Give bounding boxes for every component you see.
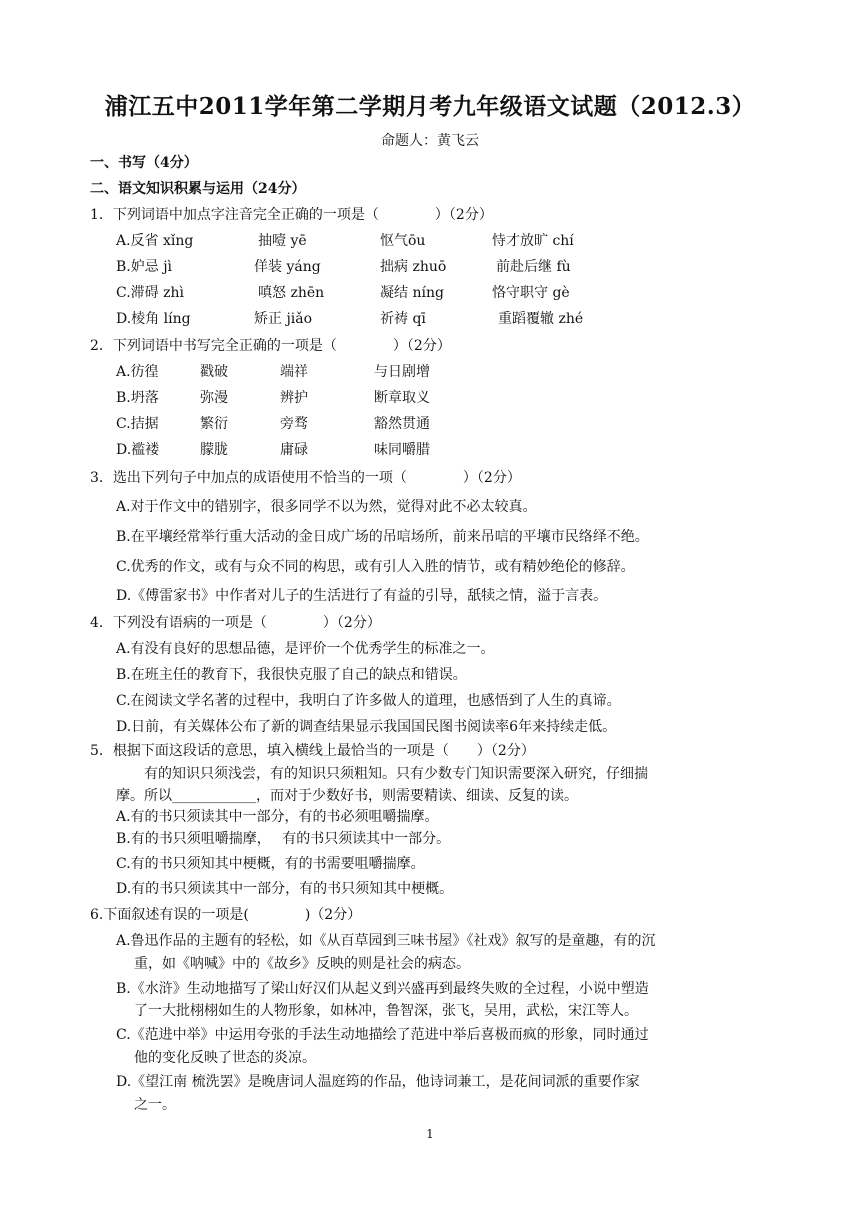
q5-option-a: A.有的书只须读其中一部分，有的书必须咀嚼揣摩。: [116, 809, 439, 825]
page-number: 1: [426, 1127, 434, 1141]
q5-option-d: D.有的书只须读其中一部分，有的书只须知其中梗概。: [116, 881, 454, 897]
q3-option-b: B.在平壤经常举行重大活动的金日成广场的吊唁场所，前来吊唁的平壤市民络绎不绝。: [116, 529, 649, 545]
exam-title: 浦江五中2011学年第二学期月考九年级语文试题（2012.3）: [104, 93, 756, 120]
q4-option-d: D.日前，有关媒体公布了新的调查结果显示我国国民图书阅读率6年来持续走低。: [116, 719, 617, 735]
q5-passage-line2: 摩。所以____________，而对于少数好书，则需要精读、细读、反复的读。: [116, 788, 578, 804]
q5-option-c: C.有的书只须知其中梗概，有的书需要咀嚼揣摩。: [116, 856, 425, 872]
q5-option-b: B.有的书只须咀嚼揣摩， 有的书只须读其中一部分。: [116, 831, 451, 847]
q4-option-b: B.在班主任的教育下，我很快克服了自己的缺点和错误。: [116, 667, 467, 683]
q3-option-c: C.优秀的作文，或有与众不同的构思，或有引人入胜的情节，或有精妙绝伦的修辞。: [116, 559, 635, 575]
q3-stem: 3．选出下列句子中加点的成语使用不恰当的一项（ ）（2分）: [90, 470, 521, 486]
exam-author: 命题人：黄飞云: [381, 133, 479, 149]
q5-stem: 5．根据下面这段话的意思，填入横线上最恰当的一项是（ ）（2分）: [90, 743, 535, 759]
q4-option-a: A.有没有良好的思想品德，是评价一个优秀学生的标准之一。: [116, 641, 495, 657]
exam-page: 浦江五中2011学年第二学期月考九年级语文试题（2012.3） 命题人：黄飞云 一、书写（4分） 二、语文知识积累与运用（24分） 1．下列词语中加点字注音完全正确的一项是（ ）（2分） A.反省 xǐng 抽噎 yē 怄气ōu 恃才放旷 chí B.妒忌 jì 佯装 yáng 拙病 zhuō 前赴后继 fù C.滞碍 zhì 嗔怒 zhēn 凝结 níng 恪守职守 gè D.棱角 líng 矫正 jiǎo 祈祷 qī 重蹈覆辙 zhé 2．下列词语中书写完全正确的一项是（ ）（2分） A.彷徨 戳破 端祥 与日剧增 B.坍落 弥漫 辨护 断章取义 C.拮据 繁衍 旁骛 豁然贯通 D.褴褛 朦胧 庸碌 味同嚼腊 3．选出下列句子中加点的成语使用不恰当的一项（ ）（2分） A.对于作文中的错别字，很多同学不以为然，觉得对此不必太较真。 B.在平壤经常举行重大活动的金日成广场的吊唁场所，前来吊唁的平壤市民络绎不绝。 C.优秀的作文，或有与众不同的构思，或有引人入胜的情节，或有精妙绝伦的修辞。 D.《傅雷家书》中作者对儿子的生活进行了有益的引导，舐犊之情，溢于言表。 4．下列没有语病的一项是（ ）（2分） A.有没有良好的思想品德，是评价一个优秀学生的标准之一。 B.在班主任的教育下，我很快克服了自己的缺点和错误。 C.在阅读文学名著的过程中，我明白了许多做人的道理，也感悟到了人生的真谛。 D.日前，有关媒体公布了新的调查结果显示我国国民图书阅读率6年来持续走低。 5．根据下面这段话的意思，填入横线上最恰当的一项是（ ）（2分） 有的知识只须浅尝，有的知识只须粗知。只有少数专门知识需要深入研究，仔细揣 摩。所以____________，而对于少数好书，则需要精读、细读、反复的读。 A.有的书只须读其中一部分，有的书必须咀嚼揣摩。 B.有的书只须咀嚼揣摩， 有的书只须读其中一部分。 C.有的书只须知其中梗概，有的书需要咀嚼揣摩。 D.有的书只须读其中一部分，有的书只须知其中梗概。 6.下面叙述有误的一项是( )（2分） A.鲁迅作品的主题有的轻松，如《从百草园到三味书屋》《社戏》叙写的是童趣，有的沉 重，如《呐喊》中的《故乡》反映的则是社会的病态。 B.《水浒》生动地描写了梁山好汉们从起义到兴盛再到最终失败的全过程，小说中塑造 了一大批栩栩如生的人物形象，如林冲，鲁智深，张飞，吴用，武松，宋江等人。 C.《范进中举》中运用夸张的手法生动地描绘了范进中举后喜极而疯的形象，同时通过 他的变化反映了世态的炎凉。 D.《望江南 梳洗罢》是晚唐词人温庭筠的作品，他诗词兼工，是花间词派的重要作家 之一。 1: [0, 0, 860, 1215]
q3-option-a: A.对于作文中的错别字，很多同学不以为然，觉得对此不必太较真。: [116, 499, 537, 515]
q4-option-c: C.在阅读文学名著的过程中，我明白了许多做人的道理，也感悟到了人生的真谛。: [116, 693, 621, 709]
q6-stem: 6.下面叙述有误的一项是( )（2分）: [90, 907, 362, 923]
q3-option-d: D.《傅雷家书》中作者对儿子的生活进行了有益的引导，舐犊之情，溢于言表。: [116, 588, 608, 604]
q1-stem: 1．下列词语中加点字注音完全正确的一项是（ ）（2分）: [90, 207, 493, 223]
section-knowledge: 二、语文知识积累与运用（24分）: [90, 181, 306, 197]
q4-stem: 4．下列没有语病的一项是（ ）（2分）: [90, 615, 381, 631]
q2-stem: 2．下列词语中书写完全正确的一项是（ ）（2分）: [90, 338, 451, 354]
section-writing: 一、书写（4分）: [90, 155, 198, 171]
q5-passage-line1: 有的知识只须浅尝，有的知识只须粗知。只有少数专门知识需要深入研究，仔细揣: [144, 766, 648, 782]
